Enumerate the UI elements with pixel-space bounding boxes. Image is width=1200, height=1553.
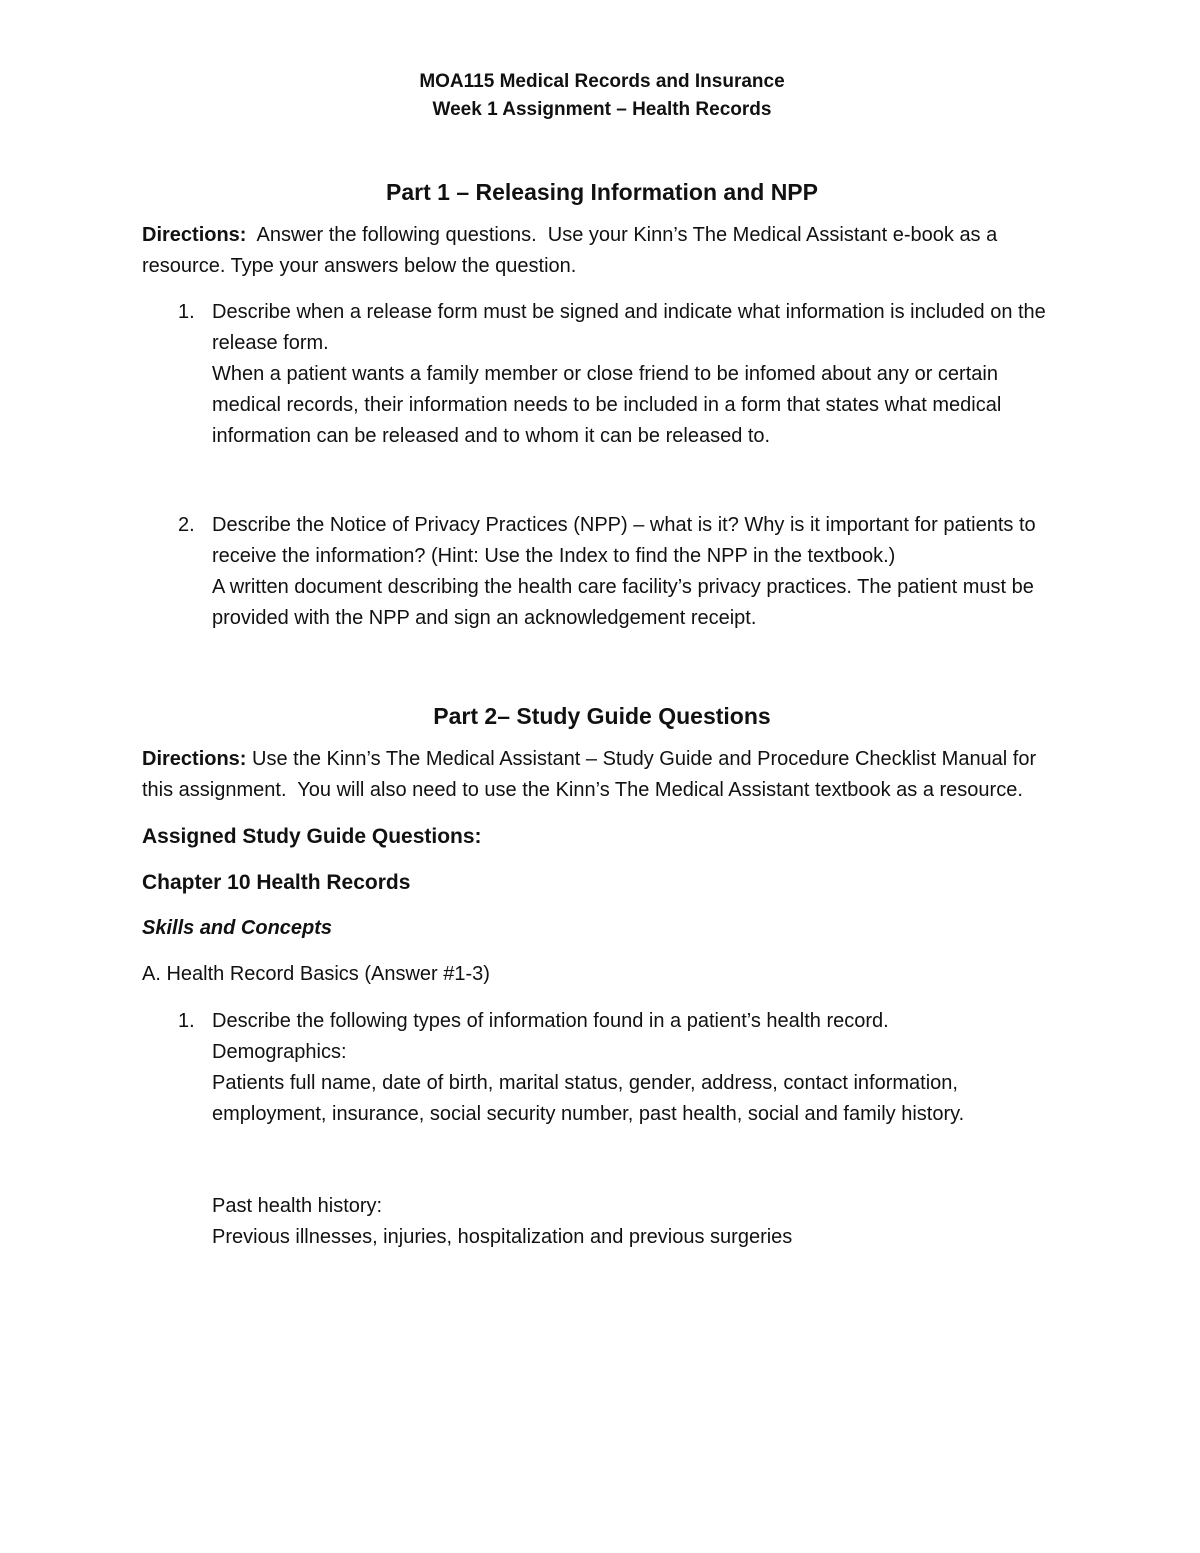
part2-question-list <box>142 1006 1062 1253</box>
part1-question-2 <box>142 510 1062 634</box>
question-number: 1. <box>178 301 195 323</box>
demographics-label: Demographics: <box>212 1041 347 1063</box>
section-a-heading: A. Health Record Basics (Answer #1-3) <box>142 963 490 985</box>
answer-text: When a patient wants a family member or close friend to be infomed about any or certain medical records, their information needs to be included in a form that states what medical information can be released and to whom it can be released to. <box>212 363 1002 447</box>
document-body <box>142 68 1062 1253</box>
question-number: 1. <box>178 1010 195 1032</box>
question-number: 2. <box>178 514 195 536</box>
chapter-heading: Chapter 10 Health Records <box>142 871 411 894</box>
part1-directions <box>142 220 1062 282</box>
assignment-title: Week 1 Assignment – Health Records <box>432 99 772 120</box>
skills-heading: Skills and Concepts <box>142 917 333 939</box>
part2-directions-text: Use the Kinn’s The Medical Assistant – Study Guide and Procedure Checklist Manual for this assignment. You will also need to use the Kinn’s The Medical Assistant textbook as a resource. <box>142 748 1042 801</box>
part2-title: Part 2– Study Guide Questions <box>433 703 771 729</box>
question-text: Describe the following types of information found in a patient’s health record. <box>212 1010 889 1032</box>
question-text: Describe the Notice of Privacy Practices (NPP) – what is it? Why is it important for patients to receive the information? (Hint: Use the Index to find the NPP in the textbook.) <box>212 514 1036 567</box>
part2-directions <box>142 744 1062 806</box>
part1-directions-label: Directions: <box>142 224 247 246</box>
answer-text: A written document describing the health care facility’s privacy practices. The patient must be provided with the NPP and sign an acknowledgement receipt. <box>212 576 1034 629</box>
part1-directions-text: Answer the following questions. Use your Kinn’s The Medical Assistant e-book as a resource. Type your answers below the question. <box>142 224 1003 277</box>
past-health-label: Past health history: <box>212 1195 383 1217</box>
demographics-answer: Patients full name, date of birth, marital status, gender, address, contact information, employment, insurance, social security number, past health, social and family history. <box>212 1072 965 1125</box>
part1-title: Part 1 – Releasing Information and NPP <box>386 179 818 205</box>
part1-question-1 <box>142 297 1062 452</box>
part1-question-list <box>142 297 1062 634</box>
past-health-answer: Previous illnesses, injuries, hospitalization and previous surgeries <box>212 1226 793 1248</box>
question-text: Describe when a release form must be signed and indicate what information is included on the release form. <box>212 301 1046 354</box>
course-title: MOA115 Medical Records and Insurance <box>419 71 785 92</box>
assigned-heading: Assigned Study Guide Questions: <box>142 825 482 848</box>
part2-directions-label: Directions: <box>142 748 247 770</box>
part2-question-1 <box>142 1006 1062 1253</box>
